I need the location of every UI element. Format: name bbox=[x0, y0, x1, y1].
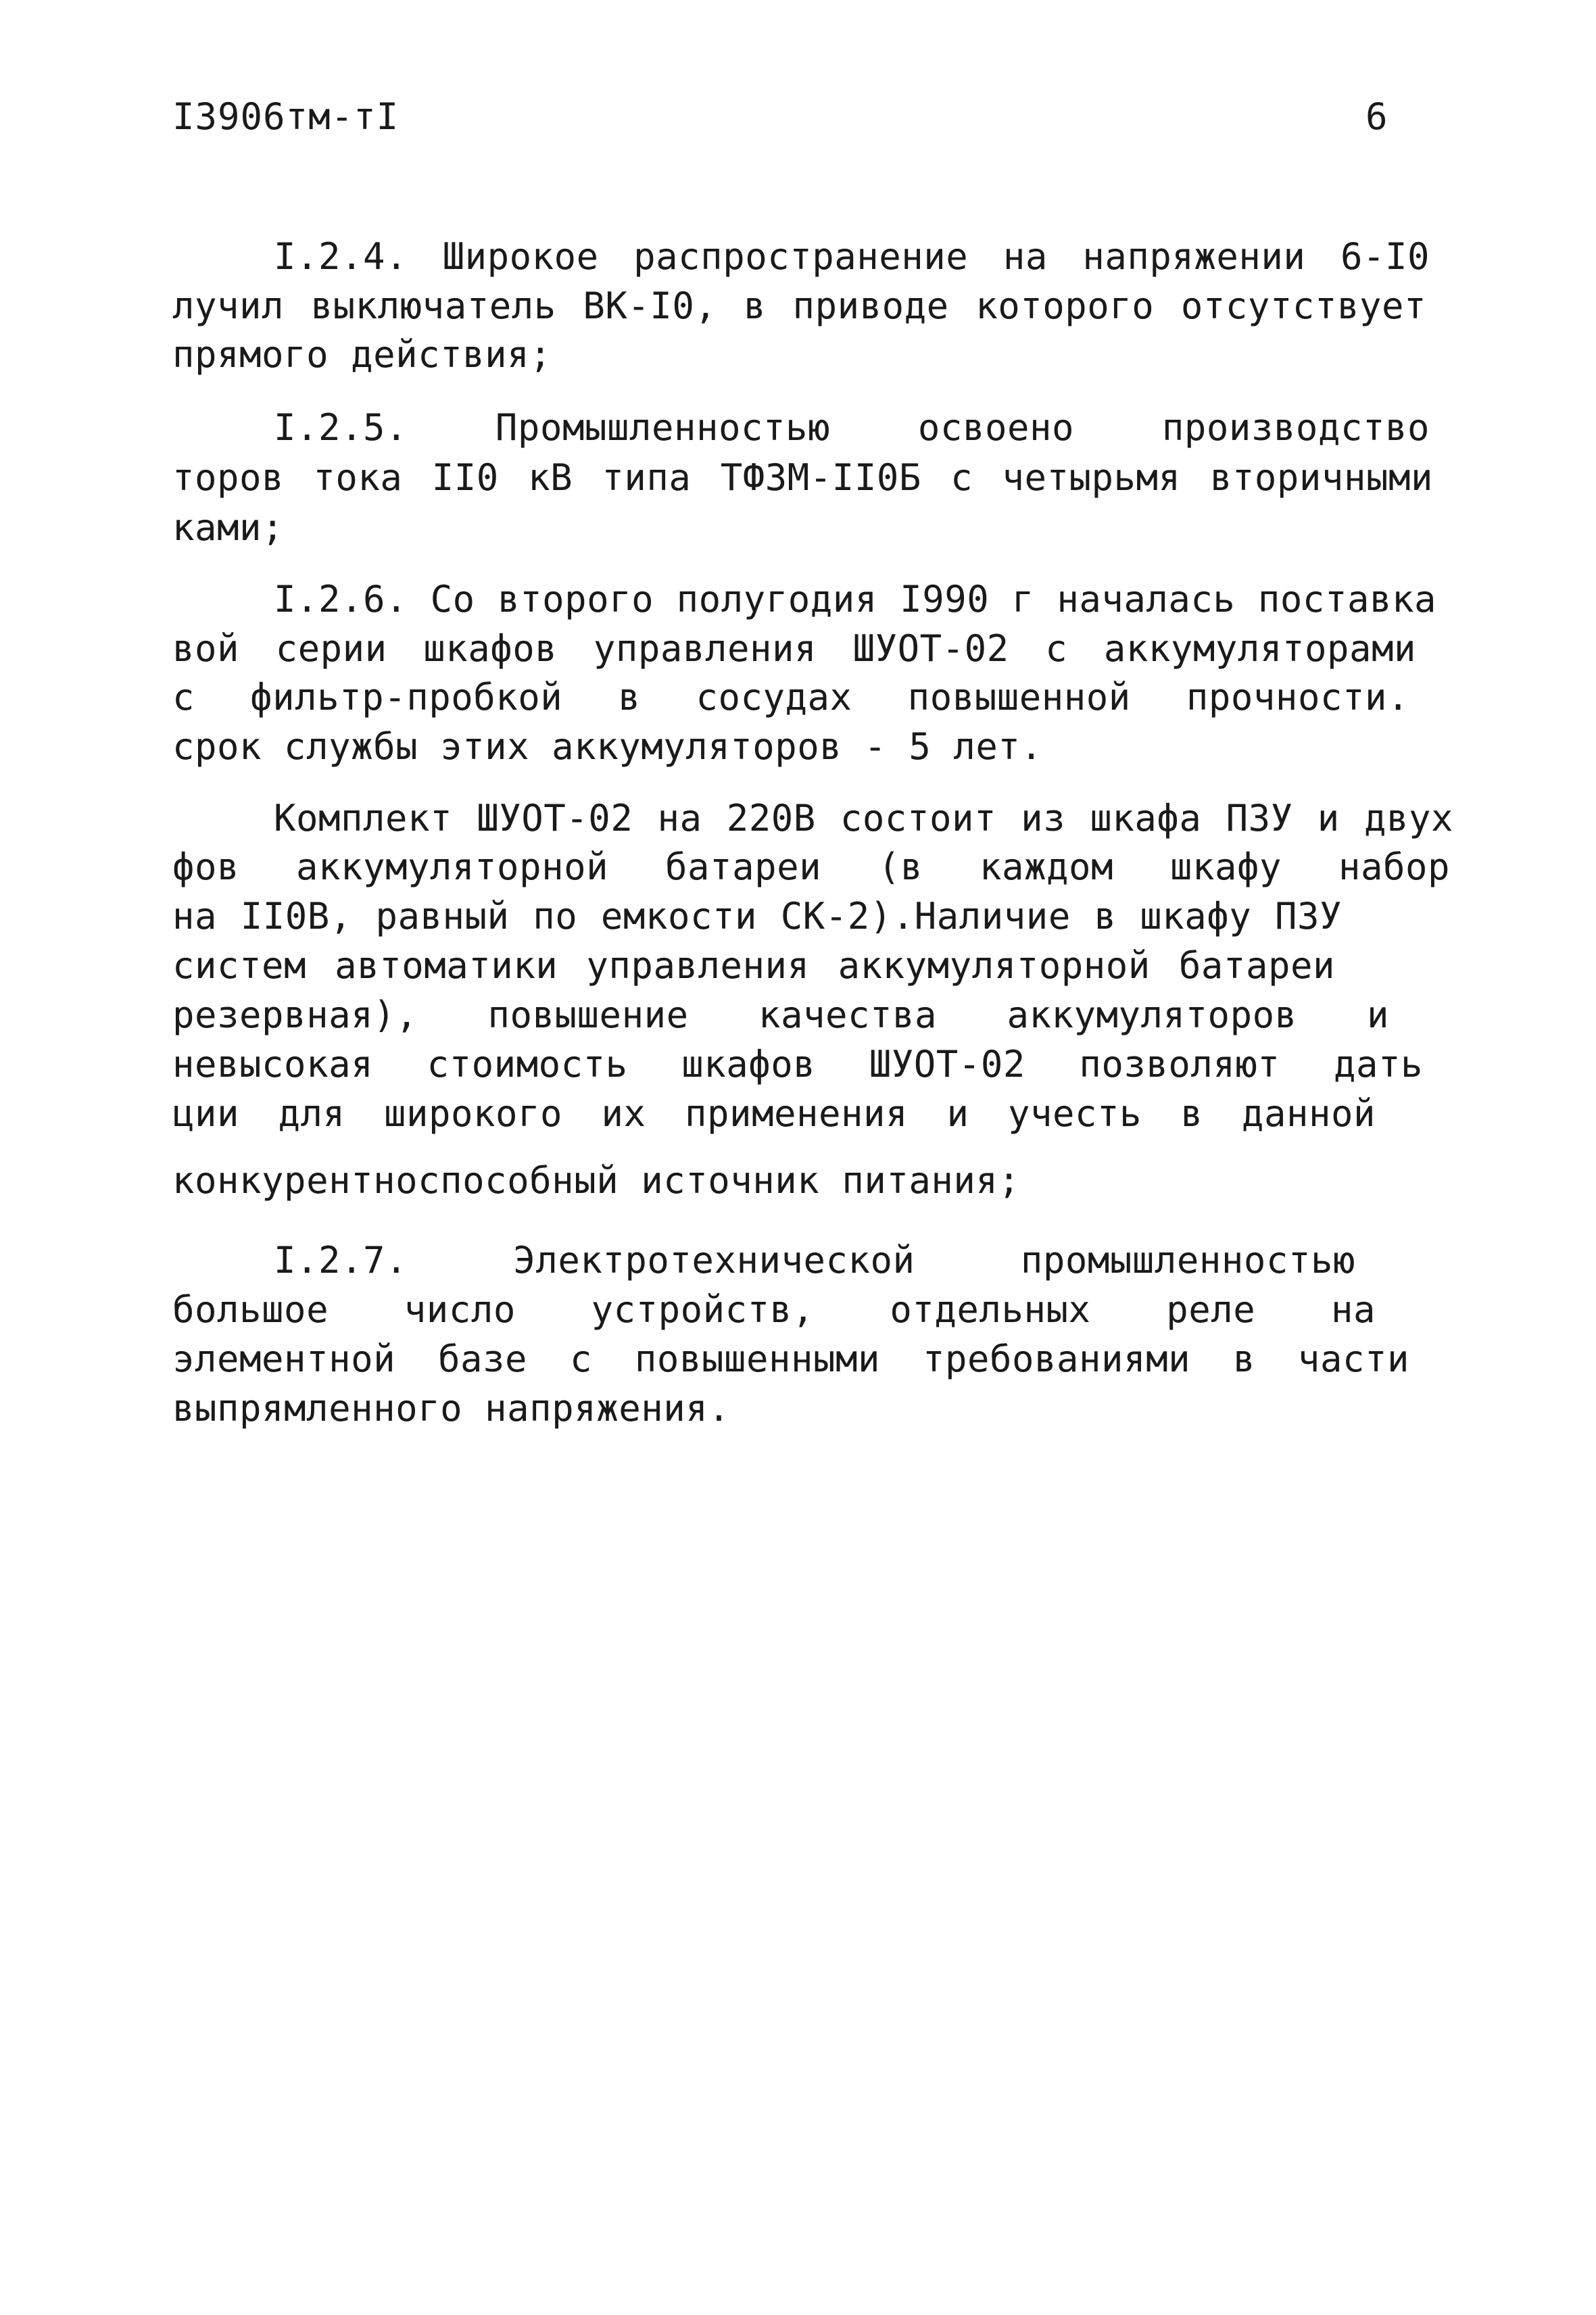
text-line: ками; bbox=[172, 506, 285, 549]
text-line: ции для широкого их применения и учесть в данной bbox=[172, 1092, 1376, 1135]
text-line: большое число устройств, отдельных реле на bbox=[172, 1288, 1376, 1331]
document-code: I3906тм-тI bbox=[172, 95, 400, 138]
text-line: I.2.6. Со второго полугодия I990 г началась поставка bbox=[274, 578, 1436, 620]
text-line: элементной базе с повышенными требованиями в части bbox=[172, 1338, 1409, 1380]
text-line: выпрямленного напряжения. bbox=[172, 1387, 731, 1430]
text-line: вой серии шкафов управления ШУОТ-02 с аккумуляторами bbox=[172, 627, 1416, 670]
text-line: невысокая стоимость шкафов ШУОТ-02 позволяют дать bbox=[172, 1043, 1423, 1086]
text-line: лучил выключатель ВК-I0, в приводе которого отсутствует bbox=[172, 285, 1426, 327]
text-line: конкурентноспособный источник питания; bbox=[172, 1159, 1021, 1202]
text-line: с фильтр-пробкой в сосудах повышенной прочности. bbox=[172, 676, 1409, 718]
text-line: систем автоматики управления аккумуляторной батареи bbox=[172, 944, 1335, 987]
text-line: фов аккумуляторной батареи (в каждом шкафу набор bbox=[172, 846, 1450, 888]
text-line: I.2.5. Промышленностью освоено производство bbox=[274, 406, 1430, 449]
text-line: на II0В, равный по емкости СК-2).Наличие в шкафу ПЗУ bbox=[172, 895, 1342, 937]
text-line: I.2.7. Электротехнической промышленностью bbox=[274, 1239, 1355, 1282]
text-line: резервная), повышение качества аккумуляторов и bbox=[172, 994, 1389, 1036]
text-line: I.2.4. Широкое распространение на напряжении 6-I0 bbox=[274, 235, 1430, 278]
page-number: 6 bbox=[1365, 95, 1388, 138]
text-line: торов тока II0 кВ типа ТФЗМ-II0Б с четырьмя вторичными bbox=[172, 456, 1433, 499]
text-line: Комплект ШУОТ-02 на 220В состоит из шкафа ПЗУ и двух bbox=[274, 797, 1453, 839]
text-line: срок службы этих аккумуляторов - 5 лет. bbox=[172, 725, 1043, 768]
text-line: прямого действия; bbox=[172, 333, 552, 376]
